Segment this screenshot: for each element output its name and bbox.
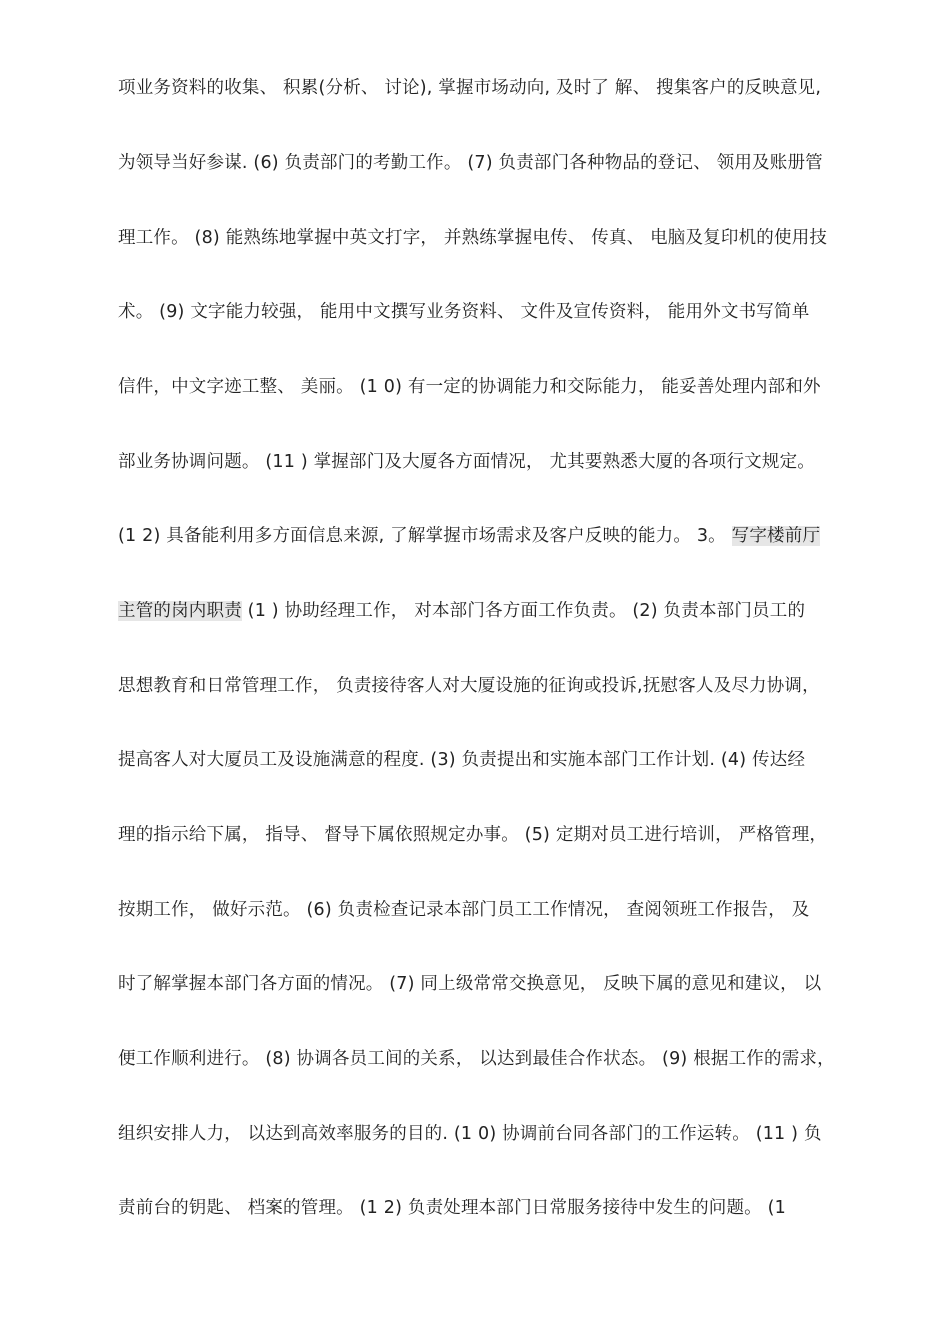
highlighted-text: 写字楼前厅: [731, 526, 821, 546]
text-line: 部业务协调问题。 (11 ) 掌握部门及大厦各方面情况， 尤其要熟悉大厦的各项行文规定。: [118, 452, 815, 472]
text-line: 信件，中文字迹工整、 美丽。 (1 0) 有一定的协调能力和交际能力， 能妥善处理内部和外: [118, 377, 821, 397]
text-line: 思想教育和日常管理工作， 负责接待客人对大厦设施的征询或投诉,抚慰客人及尽力协调，: [118, 676, 820, 696]
text-segment: (1 ) 协助经理工作， 对本部门各方面工作负责。 (2) 负责本部门员工的: [241, 601, 806, 621]
text-line: [118, 599, 898, 623]
text-line: 按期工作， 做好示范。 (6) 负责检查记录本部门员工工作情况， 查阅领班工作报告， 及: [118, 900, 810, 920]
text-line: 责前台的钥匙、 档案的管理。 (1 2) 负责处理本部门日常服务接待中发生的问题。 (1: [118, 1198, 786, 1218]
text-line: 提高客人对大厦员工及设施满意的程度. (3) 负责提出和实施本部门工作计划. (4) 传达经: [118, 750, 806, 770]
highlighted-text: 主管的岗内职责: [118, 601, 242, 621]
text-line: 项业务资料的收集、 积累(分析、 讨论), 掌握市场动向, 及时了 解、 搜集客户的反映意见,: [118, 78, 822, 98]
text-line: 术。 (9) 文字能力较强， 能用中文撰写业务资料、 文件及宣传资料， 能用外文书写简单: [118, 302, 810, 322]
text-line: 理的指示给下属， 指导、 督导下属依照规定办事。 (5) 定期对员工进行培训， 严格管理，: [118, 825, 828, 845]
text-line: 便工作顺利进行。 (8) 协调各员工间的关系， 以达到最佳合作状态。 (9) 根据工作的需求，: [118, 1049, 835, 1069]
text-line: 组织安排人力， 以达到高效率服务的目的. (1 0) 协调前台同各部门的工作运转。 (11 ) 负: [118, 1124, 822, 1144]
text-line: 为领导当好参谋. (6) 负责部门的考勤工作。 (7) 负责部门各种物品的登记、 领用及账册管: [118, 153, 823, 173]
text-line: 理工作。 (8) 能熟练地掌握中英文打字， 并熟练掌握电传、 传真、 电脑及复印机的使用技: [118, 228, 828, 248]
text-line: [118, 524, 898, 548]
text-segment: (1 2) 具备能利用多方面信息来源, 了解掌握市场需求及客户反映的能力。 3。: [118, 526, 732, 546]
text-line: 时了解掌握本部门各方面的情况。 (7) 同上级常常交换意见， 反映下属的意见和建议， 以: [118, 974, 822, 994]
